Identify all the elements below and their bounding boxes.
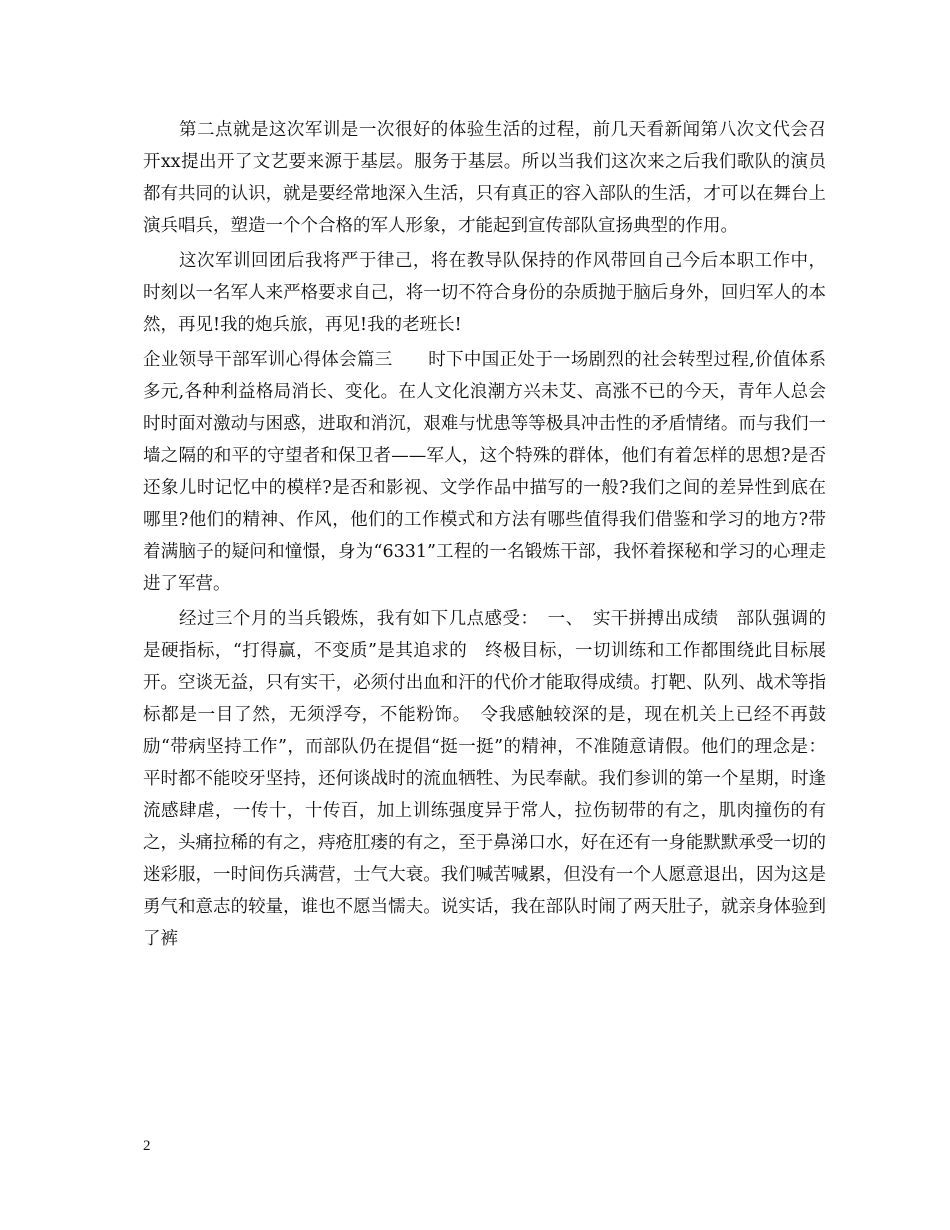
paragraph-military-training-experience: 第二点就是这次军训是一次很好的体验生活的过程，前几天看新闻第八次文代会召开xx提出开了文艺要来源于基层。服务于基层。所以当我们这次来之后我们歌队的演员都有共同的认识，就是要经常地深入生活，只有真正的容入部队的生活，才可以在舞台上演兵唱兵，塑造一个个合格的军人形象，才能起到宣传部队宣扬典型的作用。 bbox=[143, 120, 826, 236]
paragraph-three-months-impressions: 经过三个月的当兵锻炼，我有如下几点感受： 一、 实干拼搏出成绩 部队强调的是硬指标，“打得赢，不变质”是其追求的 终极目标，一切训练和工作都围绕此目标展开。空谈无益，只有实干，必须付出血和汗的代价才能取得成绩。打靶、队列、战术等指标都是一目了然，无须浮夸，不能粉饰。 令我感触较深的是，现在机关上已经不再鼓励“带病坚持工作”，而部队仍在提倡“挺一挺”的精神，不准随意请假。他们的理念是：平时都不能咬牙坚持，还何谈战时的流血牺牲、为民奉献。我们参训的第一个星期，时逢流感肆虐，一传十，十传百，加上训练强度异于常人，拉伤韧带的有之，肌肉撞伤的有之，头痛拉稀的有之，痔疮肛瘘的有之，至于鼻涕口水，好在还有一身能默默承受一切的迷彩服，一时间伤兵满营，士气大衰。我们喊苦喊累，但没有一个人愿意退出，因为这是勇气和意志的较量，谁也不愿当懦夫。说实话，我在部队时闹了两天肚子，就亲身体验到了裤 bbox=[143, 609, 826, 949]
document-body bbox=[143, 114, 826, 958]
paragraph-essay-three-intro: 企业领导干部军训心得体会篇三 时下中国正处于一场剧烈的社会转型过程,价值体系多元,各种利益格局消长、变化。在人文化浪潮方兴未艾、高涨不已的今天，青年人总会时时面对激动与困惑，进取和消沉，艰难与忧患等等极具冲击性的矛盾情绪。而与我们一墙之隔的和平的守望者和保卫者——军人，这个特殊的群体，他们有着怎样的思想?是否还象儿时记忆中的模样?是否和影视、文学作品中描写的一般?我们之间的差异性到底在哪里?他们的精神、作风，他们的工作模式和方法有哪些值得我们借鉴和学习的地方?带着满脑子的疑问和憧憬，身为“6331”工程的一名锻炼干部，我怀着探秘和学习的心理走进了军营。 bbox=[143, 350, 826, 594]
paragraph-return-to-troupe: 这次军训回团后我将严于律己，将在教导队保持的作风带回自己今后本职工作中，时刻以一名军人来严格要求自己，将一切不符合身份的杂质抛于脑后身外，回归军人的本然，再见!我的炮兵旅，再见!我的老班长! bbox=[143, 251, 826, 335]
page-number: 2 bbox=[143, 1138, 151, 1154]
